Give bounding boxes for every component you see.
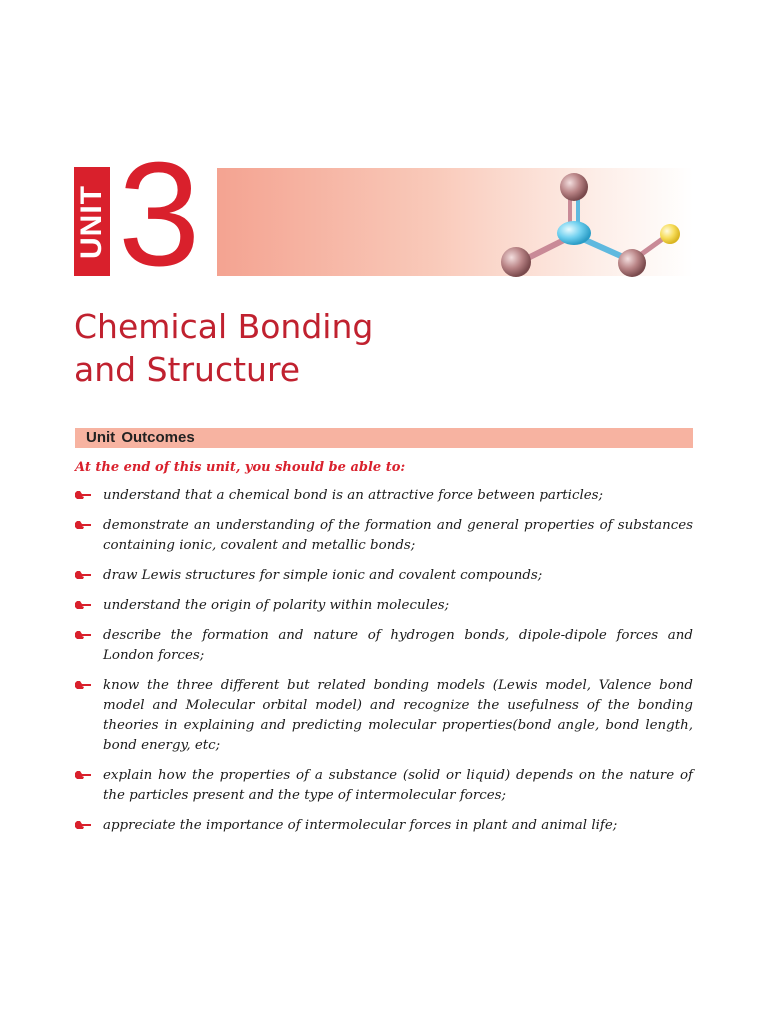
atom-top bbox=[560, 173, 588, 201]
pointing-hand-icon bbox=[75, 770, 91, 780]
molecule-illustration bbox=[490, 165, 690, 285]
outcome-text: understand the origin of polarity within molecules; bbox=[103, 598, 450, 613]
unit-outcomes-heading: Unit Outcomes bbox=[86, 429, 195, 446]
unit-tab bbox=[74, 167, 110, 276]
pointing-hand-icon bbox=[75, 680, 91, 690]
atom-left bbox=[501, 247, 531, 277]
outcome-text: appreciate the importance of intermolecular forces in plant and animal life; bbox=[103, 818, 618, 833]
atom-hydrogen bbox=[660, 224, 680, 244]
outcome-text: know the three different but related bonding models (Lewis model, Valence bond model and Molecular orbital model) and recognize the usefulness of the bonding theories in explaining and predicting molecular properties(bond angle, bond length, bond energy, etc; bbox=[103, 678, 693, 753]
outcome-item bbox=[75, 516, 693, 556]
outcomes-intro: At the end of this unit, you should be able to: bbox=[75, 460, 406, 475]
pointing-hand-icon bbox=[75, 490, 91, 500]
atom-center bbox=[557, 221, 591, 245]
outcome-item bbox=[75, 596, 693, 616]
title-line-1: Chemical Bonding bbox=[74, 307, 374, 346]
pointing-hand-icon bbox=[75, 630, 91, 640]
unit-number: 3 bbox=[118, 132, 201, 297]
title-line-2: and Structure bbox=[74, 350, 301, 389]
unit-label: UNIT bbox=[75, 184, 108, 259]
outcome-item bbox=[75, 816, 693, 836]
outcome-text: draw Lewis structures for simple ionic and covalent compounds; bbox=[103, 568, 543, 583]
atom-right bbox=[618, 249, 646, 277]
outcome-item bbox=[75, 676, 693, 756]
outcomes-list bbox=[75, 486, 693, 846]
pointing-hand-icon bbox=[75, 600, 91, 610]
pointing-hand-icon bbox=[75, 520, 91, 530]
outcome-item bbox=[75, 566, 693, 586]
outcome-text: describe the formation and nature of hydrogen bonds, dipole-dipole forces and London forces; bbox=[103, 628, 693, 663]
outcome-item bbox=[75, 626, 693, 666]
outcome-text: explain how the properties of a substance (solid or liquid) depends on the nature of the particles present and the type of intermolecular forces; bbox=[103, 768, 693, 803]
page-title bbox=[74, 305, 674, 391]
unit-outcomes-bar bbox=[75, 428, 693, 448]
pointing-hand-icon bbox=[75, 820, 91, 830]
pointing-hand-icon bbox=[75, 570, 91, 580]
outcome-text: understand that a chemical bond is an attractive force between particles; bbox=[103, 488, 604, 503]
outcome-text: demonstrate an understanding of the formation and general properties of substances containing ionic, covalent and metallic bonds; bbox=[103, 518, 693, 553]
outcome-item bbox=[75, 766, 693, 806]
outcome-item bbox=[75, 486, 693, 506]
